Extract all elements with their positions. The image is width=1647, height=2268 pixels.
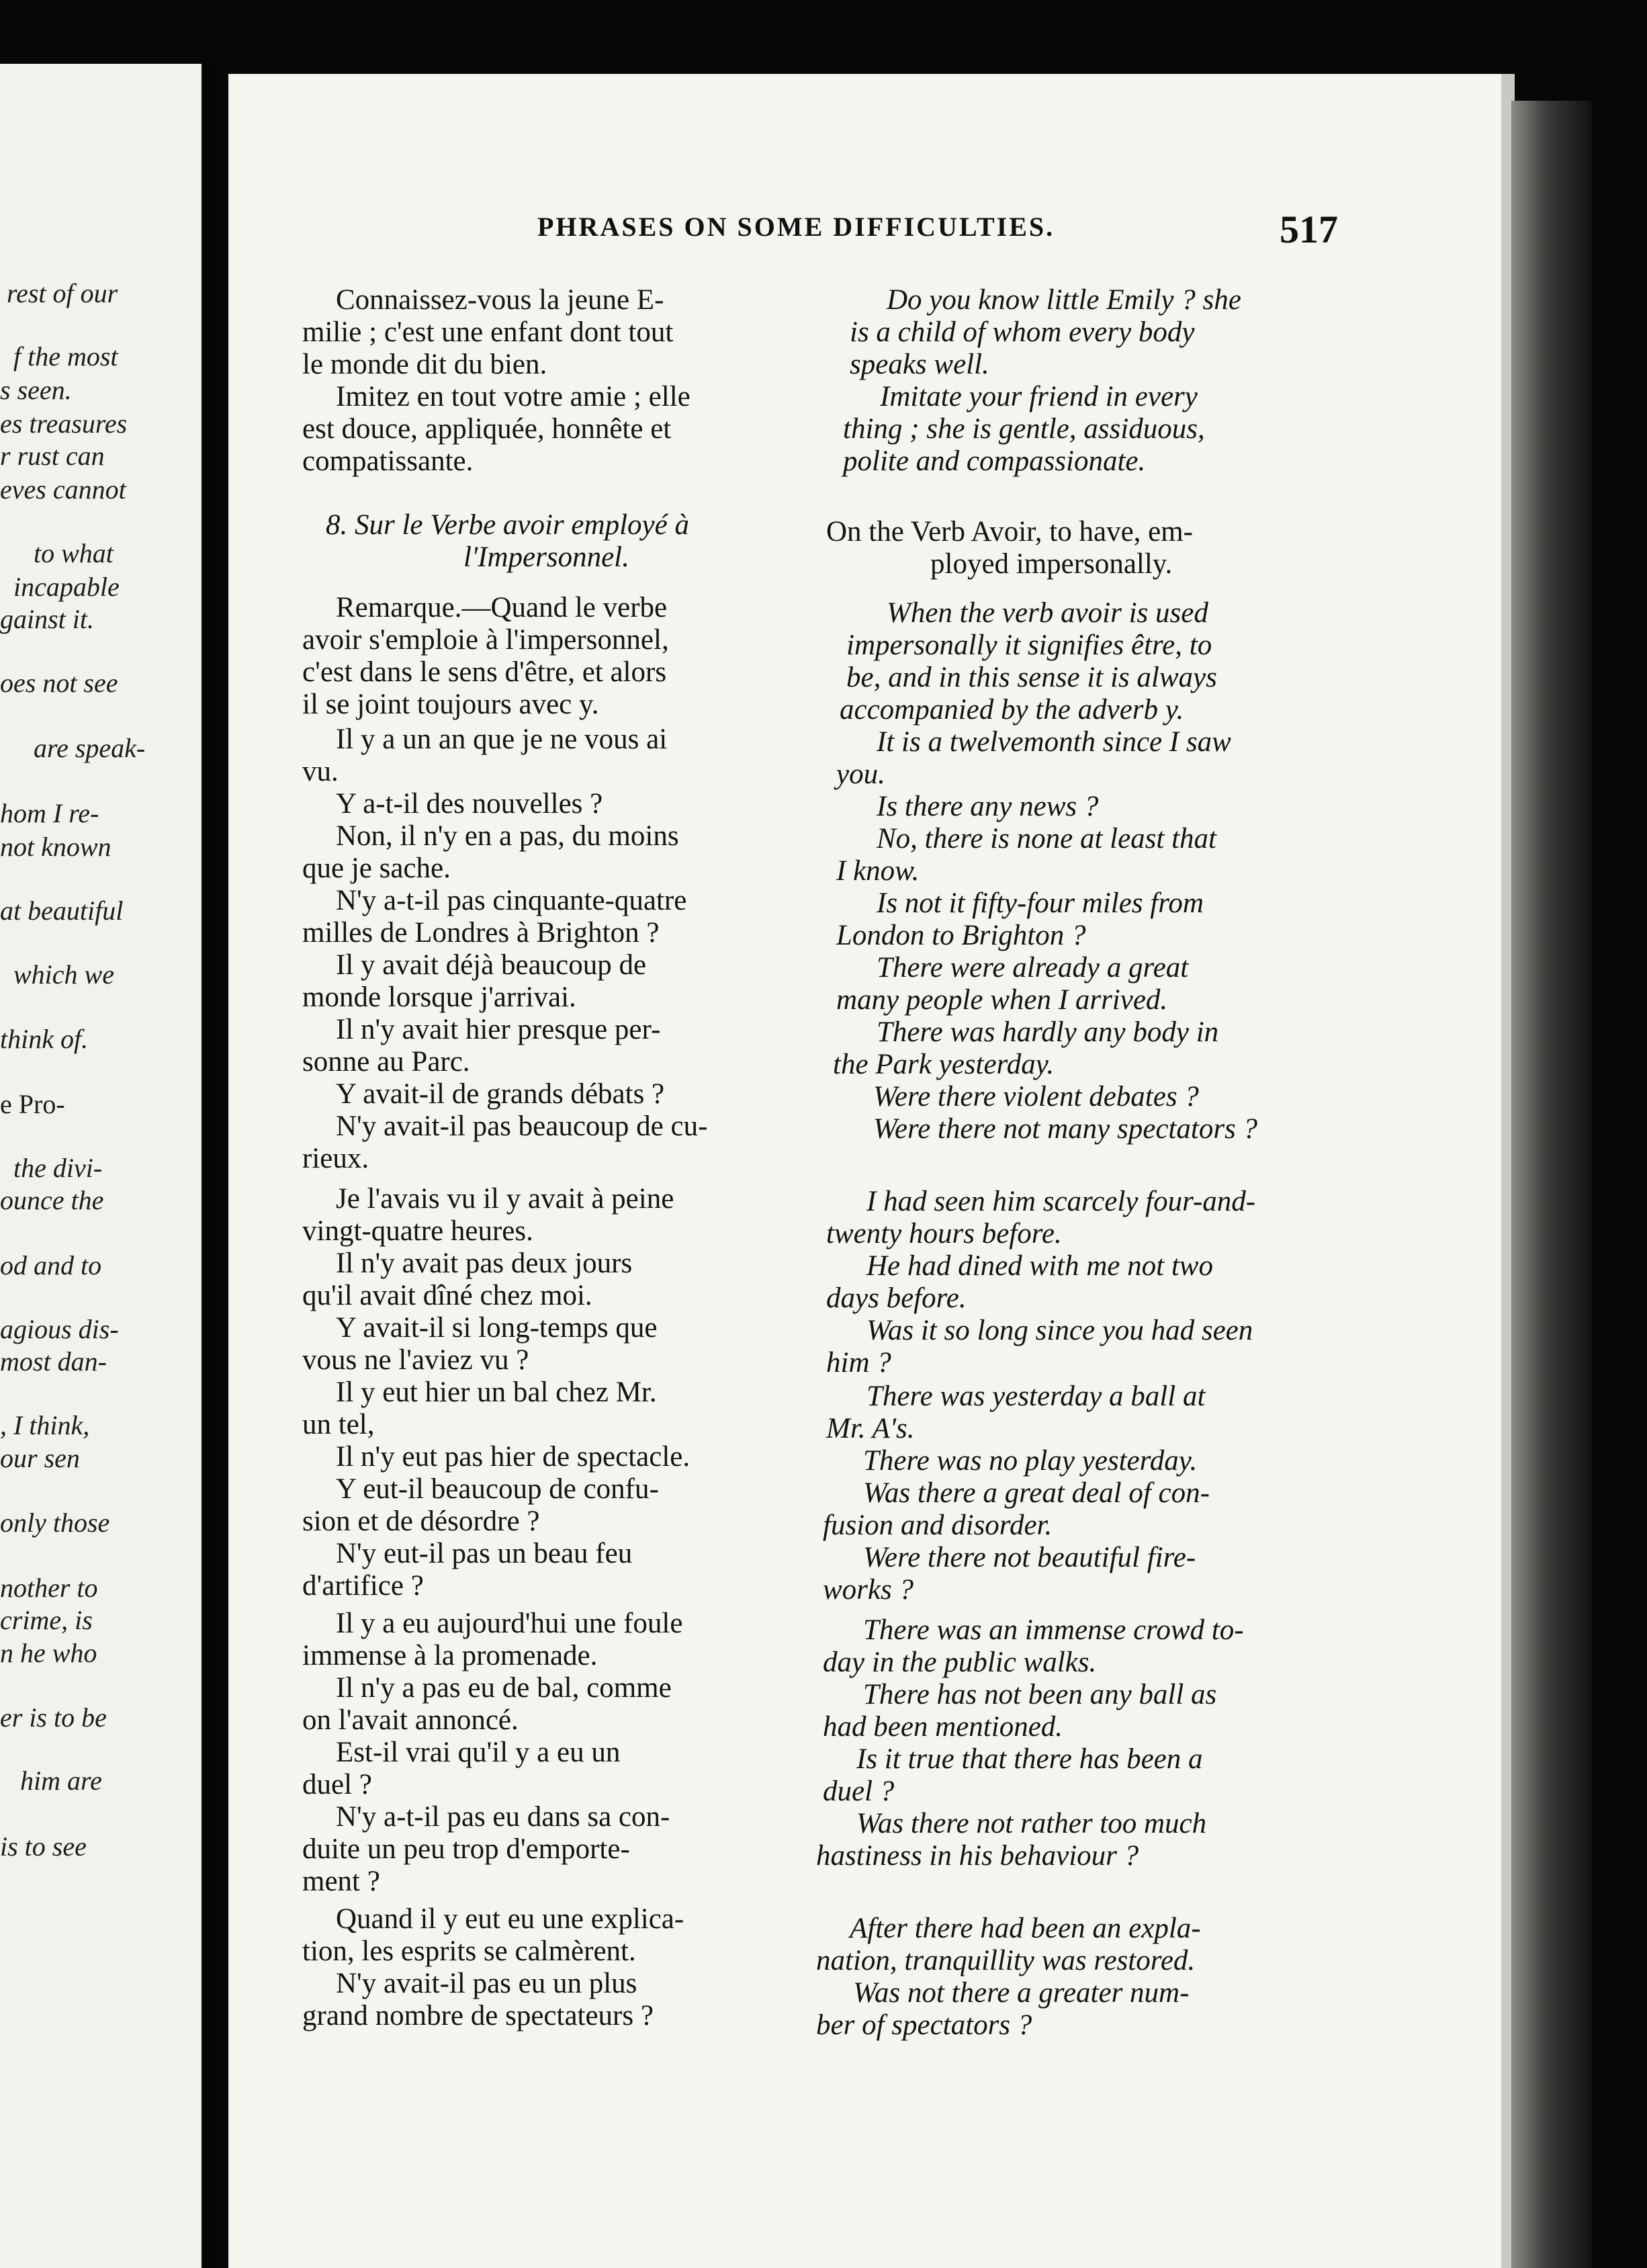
- text-line: avoir s'emploie à l'impersonnel,: [302, 624, 669, 656]
- left-fragment: which we: [13, 959, 114, 990]
- text-line: Do you know little Emily ? she: [887, 284, 1241, 316]
- text-line: Y eut-il beaucoup de confu-: [336, 1473, 659, 1505]
- page-curl-shadow: [1511, 101, 1592, 2268]
- text-line: Imitate your friend in every: [880, 381, 1198, 412]
- left-fragment: , I think,: [0, 1410, 90, 1440]
- facing-page-left: [0, 64, 202, 2268]
- text-line: N'y a-t-il pas cinquante-quatre: [336, 885, 687, 916]
- text-line: impersonally it signifies être, to: [846, 629, 1212, 661]
- text-line: compatissante.: [302, 445, 474, 477]
- text-line: monde lorsque j'arrivai.: [302, 982, 576, 1013]
- text-line: sion et de désordre ?: [302, 1506, 540, 1537]
- text-line: N'y avait-il pas beaucoup de cu-: [336, 1110, 708, 1142]
- text-line: is a child of whom every body: [850, 316, 1195, 348]
- english-column: [816, 0, 1347, 2268]
- text-line: N'y avait-il pas eu un plus: [336, 1968, 637, 1999]
- text-line: thing ; she is gentle, assiduous,: [843, 413, 1205, 445]
- text-line: you.: [836, 758, 885, 790]
- left-fragment: our sen: [0, 1443, 80, 1473]
- left-fragment: agious dis-: [0, 1314, 119, 1344]
- text-line: qu'il avait dîné chez moi.: [302, 1280, 592, 1311]
- text-line: had been mentioned.: [823, 1711, 1063, 1743]
- text-line: Is there any news ?: [877, 791, 1099, 822]
- text-line: duite un peu trop d'emporte-: [302, 1833, 630, 1865]
- text-line: I had seen him scarcely four-and-: [866, 1186, 1256, 1217]
- text-line: Imitez en tout votre amie ; elle: [336, 381, 691, 412]
- text-line: Remarque.—Quand le verbe: [336, 592, 668, 623]
- section-heading: 8. Sur le Verbe avoir employé à: [326, 509, 689, 541]
- text-line: Y a-t-il des nouvelles ?: [336, 788, 603, 820]
- text-line: Non, il n'y en a pas, du moins: [336, 820, 679, 852]
- left-fragment: es treasures: [0, 408, 128, 439]
- text-line: Y avait-il de grands débats ?: [336, 1078, 665, 1110]
- text-line: Il n'y avait hier presque per-: [336, 1014, 661, 1045]
- text-line: immense à la promenade.: [302, 1640, 598, 1671]
- left-fragment: at beautiful: [0, 896, 124, 926]
- text-line: works ?: [823, 1574, 914, 1606]
- text-line: est douce, appliquée, honnête et: [302, 413, 672, 445]
- text-line: be, and in this sense it is always: [846, 662, 1217, 693]
- left-fragment: incapable: [13, 572, 120, 602]
- left-fragment: to what: [34, 538, 114, 568]
- text-line: vingt-quatre heures.: [302, 1215, 533, 1247]
- text-line: speaks well.: [850, 349, 989, 380]
- french-column: [302, 0, 799, 2268]
- text-line: d'artifice ?: [302, 1570, 424, 1602]
- text-line: nation, tranquillity was restored.: [816, 1945, 1196, 1976]
- text-line: vous ne l'aviez vu ?: [302, 1344, 529, 1376]
- text-line: le monde dit du bien.: [302, 349, 547, 380]
- left-fragment: nother to: [0, 1573, 98, 1603]
- text-line: Were there not many spectators ?: [873, 1113, 1258, 1145]
- text-line: duel ?: [823, 1776, 895, 1807]
- text-line: Quand il y eut eu une explica-: [336, 1903, 684, 1935]
- left-fragment: n he who: [0, 1638, 97, 1668]
- text-line: ment ?: [302, 1866, 380, 1897]
- left-fragment: hom I re-: [0, 798, 99, 828]
- left-fragment: only those: [0, 1508, 110, 1538]
- text-line: Je l'avais vu il y avait à peine: [336, 1183, 674, 1215]
- text-line: Is it true that there has been a: [856, 1743, 1203, 1775]
- text-line: There has not been any ball as: [863, 1679, 1217, 1710]
- text-line: No, there is none at least that: [877, 823, 1217, 855]
- text-line: Il y avait déjà beaucoup de: [336, 949, 647, 981]
- text-line: There was no play yesterday.: [863, 1445, 1198, 1477]
- text-line: Is not it fifty-four miles from: [877, 887, 1204, 919]
- left-fragment: are speak-: [34, 733, 146, 763]
- left-fragment: r rust can: [0, 441, 105, 471]
- text-line: There was hardly any body in: [877, 1016, 1219, 1048]
- left-fragment: ounce the: [0, 1185, 104, 1215]
- text-line: Were there violent debates ?: [873, 1081, 1199, 1113]
- left-fragment: f the most: [13, 341, 118, 372]
- text-line: Was not there a greater num-: [853, 1977, 1190, 2009]
- text-line: que je sache.: [302, 853, 451, 884]
- section-heading: l'Impersonnel.: [463, 541, 629, 573]
- text-line: grand nombre de spectateurs ?: [302, 2000, 654, 2032]
- left-fragment: the divi-: [13, 1153, 103, 1183]
- left-fragment: gainst it.: [0, 604, 95, 634]
- text-line: London to Brighton ?: [836, 920, 1086, 951]
- left-fragment: crime, is: [0, 1605, 93, 1635]
- text-line: ber of spectators ?: [816, 2009, 1032, 2041]
- text-line: Il y a eu aujourd'hui une foule: [336, 1608, 683, 1639]
- left-fragment: od and to: [0, 1250, 102, 1280]
- left-fragment: er is to be: [0, 1702, 107, 1733]
- text-line: There was an immense crowd to-: [863, 1614, 1244, 1646]
- text-line: day in the public walks.: [823, 1647, 1097, 1678]
- text-line: Was it so long since you had seen: [866, 1315, 1253, 1346]
- page-number: 517: [1280, 208, 1338, 251]
- text-line: polite and compassionate.: [843, 445, 1146, 477]
- text-line: N'y a-t-il pas eu dans sa con-: [336, 1801, 670, 1833]
- text-line: accompanied by the adverb y.: [840, 694, 1184, 726]
- text-line: Were there not beautiful fire-: [863, 1542, 1196, 1573]
- text-line: After there had been an expla-: [850, 1913, 1201, 1944]
- text-line: Il n'y eut pas hier de spectacle.: [336, 1441, 691, 1473]
- text-line: Was there not rather too much: [856, 1808, 1207, 1839]
- text-line: rieux.: [302, 1143, 369, 1174]
- text-line: I know.: [836, 855, 920, 887]
- text-line: N'y eut-il pas un beau feu: [336, 1538, 633, 1569]
- text-line: There was yesterday a ball at: [866, 1381, 1206, 1412]
- gutter-rule: [205, 64, 218, 2268]
- left-fragment: e Pro-: [0, 1089, 65, 1119]
- text-line: Y avait-il si long-temps que: [336, 1312, 658, 1344]
- text-line: sonne au Parc.: [302, 1046, 470, 1078]
- text-line: Mr. A's.: [826, 1413, 915, 1444]
- text-line: Was there a great deal of con-: [863, 1477, 1210, 1509]
- text-line: many people when I arrived.: [836, 984, 1168, 1016]
- left-fragment: rest of our: [7, 278, 118, 308]
- text-line: on l'avait annoncé.: [302, 1704, 519, 1736]
- text-line: Connaissez-vous la jeune E-: [336, 284, 664, 316]
- text-line: vu.: [302, 756, 339, 787]
- left-fragment: oes not see: [0, 668, 118, 698]
- text-line: the Park yesterday.: [833, 1049, 1055, 1080]
- left-fragment: not known: [0, 832, 112, 862]
- left-fragment: s seen.: [0, 375, 72, 405]
- text-line: duel ?: [302, 1769, 372, 1800]
- text-line: Il n'y a pas eu de bal, comme: [336, 1672, 672, 1704]
- text-line: When the verb avoir is used: [887, 597, 1208, 629]
- text-line: days before.: [826, 1282, 967, 1314]
- text-line: He had dined with me not two: [866, 1250, 1213, 1282]
- section-heading: ployed impersonally.: [930, 548, 1173, 580]
- text-line: There were already a great: [877, 952, 1189, 984]
- text-line: Il y a un an que je ne vous ai: [336, 724, 668, 755]
- text-line: Il y eut hier un bal chez Mr.: [336, 1377, 657, 1408]
- left-fragment: is to see: [0, 1831, 87, 1862]
- text-line: c'est dans le sens d'être, et alors: [302, 656, 667, 688]
- text-line: milles de Londres à Brighton ?: [302, 917, 660, 949]
- text-line: il se joint toujours avec y.: [302, 689, 599, 720]
- left-fragment: most dan-: [0, 1346, 107, 1377]
- text-line: hastiness in his behaviour ?: [816, 1840, 1139, 1872]
- left-fragment: him are: [20, 1765, 102, 1796]
- left-fragment: eves cannot: [0, 474, 126, 505]
- text-line: Est-il vrai qu'il y a eu un: [336, 1737, 621, 1768]
- text-line: milie ; c'est une enfant dont tout: [302, 316, 674, 348]
- text-line: twenty hours before.: [826, 1218, 1062, 1250]
- text-line: tion, les esprits se calmèrent.: [302, 1935, 636, 1967]
- text-line: Il n'y avait pas deux jours: [336, 1248, 633, 1279]
- text-line: un tel,: [302, 1409, 375, 1440]
- text-line: him ?: [826, 1347, 891, 1379]
- text-line: fusion and disorder.: [823, 1510, 1053, 1541]
- left-fragment: think of.: [0, 1024, 89, 1054]
- text-line: It is a twelvemonth since I saw: [877, 726, 1231, 758]
- running-head: PHRASES ON SOME DIFFICULTIES.: [537, 212, 1055, 242]
- section-heading: On the Verb Avoir, to have, em-: [826, 516, 1194, 548]
